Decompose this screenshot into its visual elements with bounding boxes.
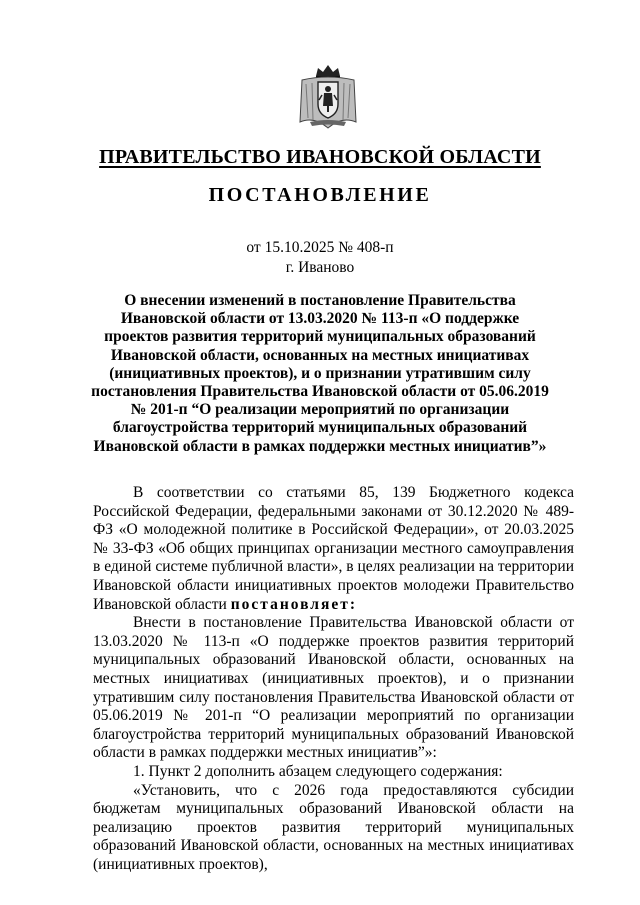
- preamble-text: В соответствии со статьями 85, 139 Бюджетного кодекса Российской Федерации, федеральными законами от 30.12.2020 № 489-ФЗ «О молодежной политике в Российской Федерации», от 20.03.2025 № 33-ФЗ «Об общих принципах организации местного самоуправления в единой системе публичной власти», в целях реализации на территории Ивановской области инициативных проектов молодежи Правительство Ивановской области: [93, 484, 574, 613]
- document-title: О внесении изменений в постановление Правительства Ивановской области от 13.03.2020 № 113-п «О поддержке проектов развития территорий муниципальных образований Ивановской области, основанных на местных инициативах (инициативных проектов), и о признании утратившим силу постановления Правительства Ивановской области от 05.06.2019 № 201-п “О реализации мероприятий по организации благоустройства территорий муниципальных образований Ивановской области в рамках поддержки местных инициатив”»: [91, 292, 549, 455]
- document-meta: [0, 238, 640, 278]
- date-number: от 15.10.2025 № 408-п: [246, 239, 394, 256]
- document-type: ПОСТАНОВЛЕНИЕ: [208, 184, 432, 206]
- body-paragraph-3: 1. Пункт 2 дополнить абзацем следующего содержания:: [133, 762, 503, 780]
- document-body: [93, 484, 574, 874]
- body-paragraph-2: Внести в постановление Правительства Ивановской области от 13.03.2020 № 113-п «О поддержке проектов развития территорий муниципальных образований Ивановской области, основанных на местных инициативах (инициативных проектов), и о признании утратившим силу постановления Правительства Ивановской области от 05.06.2019 № 201-п “О реализации мероприятий по организации благоустройства территорий муниципальных образований Ивановской области в рамках поддержки местных инициатив”»:: [93, 614, 574, 762]
- body-paragraph-4: «Установить, что с 2026 года предоставляются субсидии бюджетам муниципальных образований Ивановской области на реализацию проектов развития территорий муниципальных образований Ивановской области, основанных на местных инициативах (инициативных проектов),: [93, 781, 574, 873]
- issuing-authority: ПРАВИТЕЛЬСТВО ИВАНОВСКОЙ ОБЛАСТИ: [99, 146, 541, 168]
- city: г. Иваново: [285, 259, 355, 276]
- coat-of-arms-icon: [296, 62, 360, 130]
- body-paragraph-1: [93, 484, 574, 614]
- decree-word: постановляет:: [230, 595, 358, 613]
